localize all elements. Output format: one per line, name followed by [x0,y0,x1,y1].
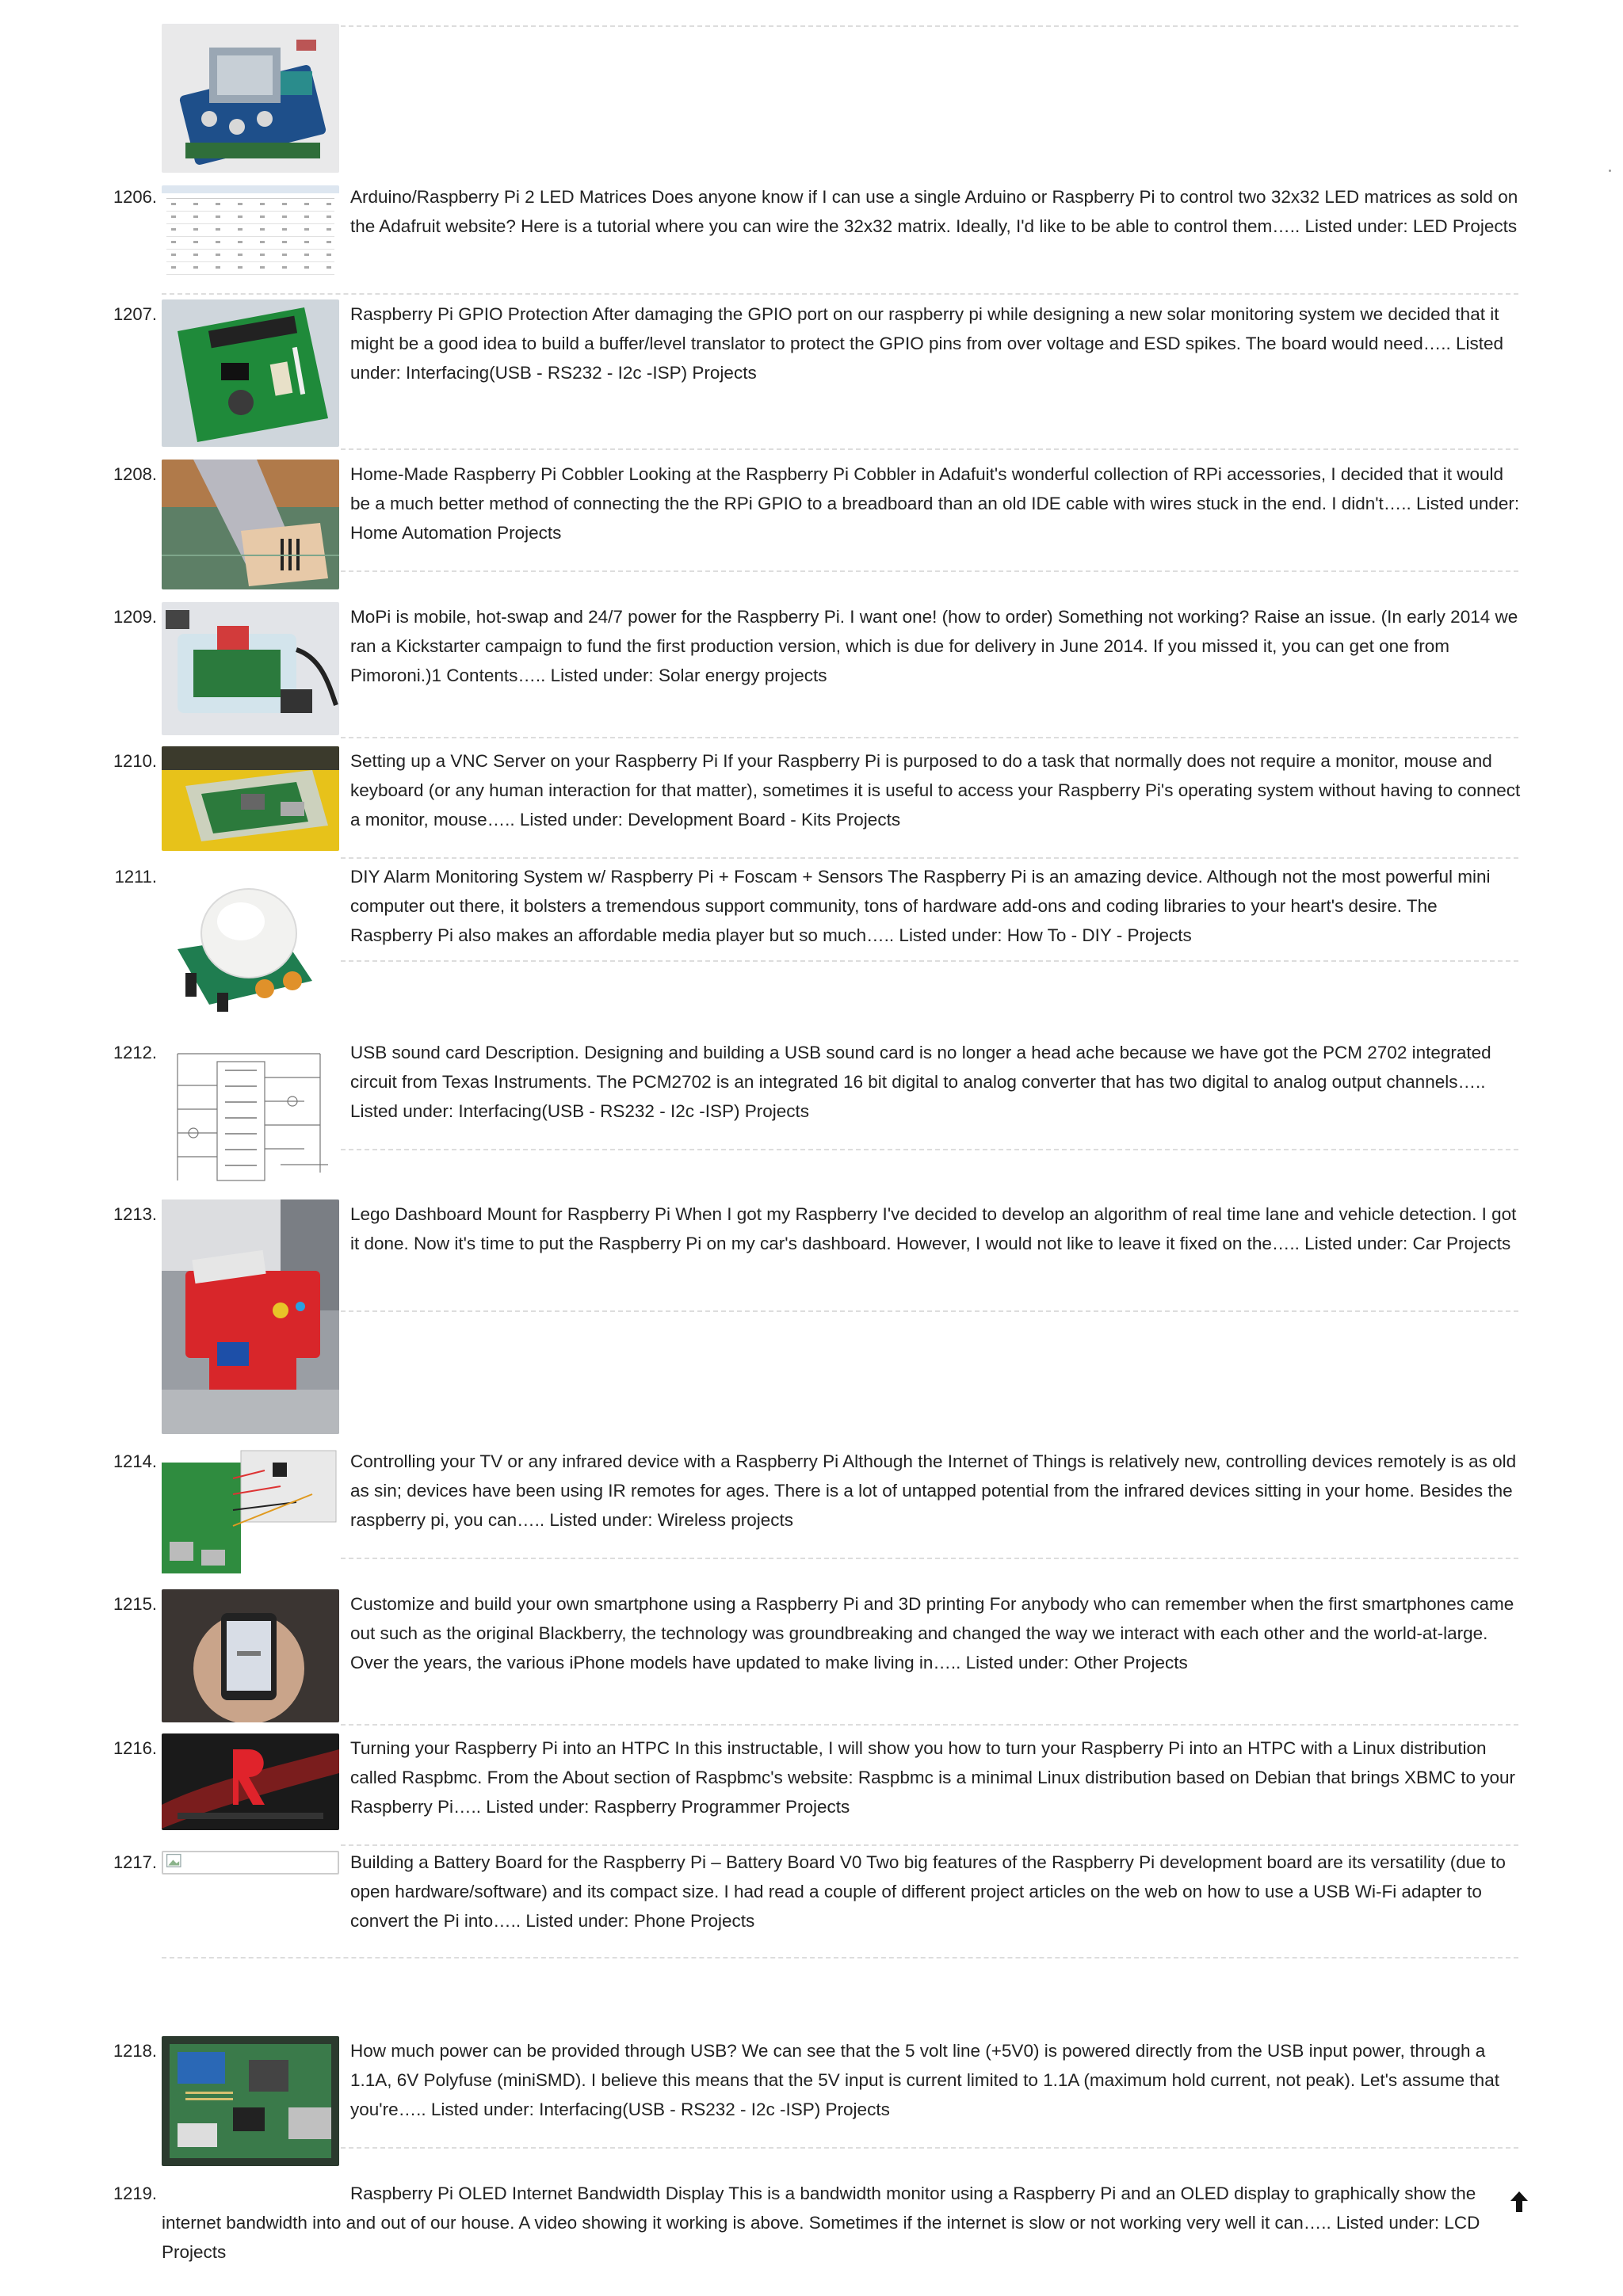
thumbnail-raspbmc-screen[interactable] [162,1733,339,1830]
separator [341,570,1518,572]
separator [162,293,1518,295]
thumbnail-lego-mount[interactable] [162,1199,339,1434]
separator [341,1310,1518,1312]
thumbnail-phone-hand[interactable] [162,1589,339,1722]
separator [341,1149,1518,1150]
item-number: 1209. [113,607,157,627]
item-description[interactable]: MoPi is mobile, hot-swap and 24/7 power for the Raspberry Pi. I want one! (how to order) Something not working? Raise an issue. (In early 2014 we ran a Kickstarter campaign to fund the first production version, which is due for delivery in June 2014. If you missed it, you can get one from Pimoroni.)1 Contents….. Listed under: Solar energy projects [350,607,1518,685]
thumbnail-yellow-pi[interactable] [162,746,339,851]
thumbnail-green-pcb[interactable] [162,299,339,447]
thumbnail-blue-shield-board[interactable] [162,24,339,173]
item-number: 1215. [113,1594,157,1614]
up-arrow-icon[interactable] [1509,2190,1529,2214]
thumbnail-calendar-grid[interactable] [162,185,339,280]
item-number: 1212. [113,1043,157,1062]
item-description[interactable]: DIY Alarm Monitoring System w/ Raspberry Pi + Foscam + Sensors The Raspberry Pi is an amazing device. Although not the most powerful mini computer out there, it bolsters a tremendous support community, tons of hardware add-ons and coding libraries to your heart's desire. The Raspberry Pi also makes an affordable media player but so much….. Listed under: How To - DIY - Projects [350,867,1491,945]
separator [341,737,1518,738]
item-number: 1217. [113,1852,157,1872]
thumbnail-schematic[interactable] [162,1038,339,1190]
item-description[interactable]: Turning your Raspberry Pi into an HTPC In this instructable, I will show you how to turn your Raspberry Pi into an HTPC with a Linux distribution called Raspbmc. From the About section of Raspbmc's website: Raspbmc is a minimal Linux distribution based on Debian that brings XBMC to your Raspberry Pi….. Listed under: Raspberry Programmer Projects [350,1738,1515,1817]
item-number: 1219. [113,2183,157,2203]
thumbnail-clear-case[interactable] [162,602,339,735]
item-number: 1206. [113,187,157,207]
item-number: 1207. [113,304,157,324]
item-number: 1211. [114,867,157,887]
item-description[interactable]: Raspberry Pi GPIO Protection After damaging the GPIO port on our raspberry pi while designing a new solar monitoring system we decided that it might be a good idea to build a buffer/level translator to protect the GPIO pins from over voltage and ESD spikes. The board would need….. Listed under: Interfacing(USB - RS232 - I2c -ISP) Projects [350,304,1504,383]
thumbnail-pi-board[interactable] [162,2036,339,2166]
item-number: 1210. [113,751,157,771]
item-number: 1218. [113,2041,157,2061]
edge-dot [1609,170,1611,172]
separator [341,1724,1518,1726]
item-description[interactable]: Lego Dashboard Mount for Raspberry Pi When I got my Raspberry I've decided to develop an algorithm of real time lane and vehicle detection. I got it done. Now it's time to put the Raspberry Pi on my car's dashboard. However, I would not like to leave it fixed on the….. Listed under: Car Projects [350,1204,1517,1253]
separator [341,25,1518,27]
thumbnail-pir-sensor[interactable] [162,862,339,1017]
separator [162,1957,1518,1958]
separator [341,448,1518,450]
item-description[interactable]: Customize and build your own smartphone using a Raspberry Pi and 3D printing For anybody who can remember when the first smartphones came out such as the original Blackberry, the technology was groundbreaking and changed the way we interact with each other and the world-at-large. Over the years, the various iPhone models have updated to make living in….. Listed under: Other Projects [350,1594,1514,1672]
thumbnail-broken-image[interactable] [162,1851,339,1875]
item-number: 1213. [113,1204,157,1224]
item-description[interactable]: Building a Battery Board for the Raspberry Pi – Battery Board V0 Two big features of the Raspberry Pi development board are its versatility (due to open hardware/software) and its compact size. I had read a couple of different project articles on the web on how to use a USB Wi-Fi adapter to convert the Pi into….. Listed under: Phone Projects [350,1852,1506,1931]
item-number: 1216. [113,1738,157,1758]
item-description[interactable]: Arduino/Raspberry Pi 2 LED Matrices Does anyone know if I can use a single Arduino or Raspberry Pi to control two 32x32 LED matrices as sold on the Adafruit website? Here is a tutorial where you can wire the 32x32 matrix. Ideally, I'd like to be able to control them….. Listed under: LED Projects [350,187,1518,236]
item-description[interactable]: How much power can be provided through USB? We can see that the 5 volt line (+5V0) is powered directly from the USB input power, through a 1.1A, 6V Polyfuse (miniSMD). I believe this means that the 5V input is current limited to 1.1A (maximum hold current, not peak). Let's assume that you're….. Listed under: Interfacing(USB - RS232 - I2c -ISP) Projects [350,2041,1499,2119]
item-number: 1208. [113,464,157,484]
thumbnail-ribbon-cable[interactable] [162,460,339,589]
separator [341,1844,1518,1846]
separator [341,1558,1518,1559]
separator [341,960,1518,962]
separator [341,857,1518,859]
separator [341,2147,1518,2149]
item-description[interactable]: Controlling your TV or any infrared device with a Raspberry Pi Although the Internet of Things is relatively new, controlling devices remotely is as old as sin; devices have been using IR remotes for ages. There is a lot of untapped potential from the infrared devices sitting in your home. Besides the raspberry pi, you can….. Listed under: Wireless projects [350,1451,1517,1530]
item-description[interactable]: Raspberry Pi OLED Internet Bandwidth Display This is a bandwidth monitor using a Raspberry Pi and an OLED display to graphically show the internet bandwidth into and out of our house. A video showing it working is above. Sometimes if the internet is slow or not working very well it can….. Listed under: LCD Projects [162,2183,1480,2262]
item-description[interactable]: USB sound card Description. Designing and building a USB sound card is no longer a head ache because we have got the PCM 2702 integrated circuit from Texas Instruments. The PCM2702 is an integrated 16 bit digital to analog converter that has two digital to analog output channels….. Listed under: Interfacing(USB - RS232 - I2c -ISP) Projects [350,1043,1491,1121]
item-description[interactable]: Setting up a VNC Server on your Raspberry Pi If your Raspberry Pi is purposed to do a task that normally does not require a monitor, mouse and keyboard (or any human interaction for that matter), sometimes it is useful to access your Raspberry Pi's operating system without having to connect a monitor, mouse….. Listed under: Development Board - Kits Projects [350,751,1521,830]
item-number: 1214. [113,1451,157,1471]
item-description[interactable]: Home-Made Raspberry Pi Cobbler Looking at the Raspberry Pi Cobbler in Adafuit's wonderful collection of RPi accessories, I decided that it would be a much better method of connecting the the RPi GPIO to a breadboard than an old IDE cable with wires stuck in the end. I didn't….. Listed under: Home Automation Projects [350,464,1520,543]
thumbnail-fritzing-breadboard[interactable] [162,1447,339,1581]
